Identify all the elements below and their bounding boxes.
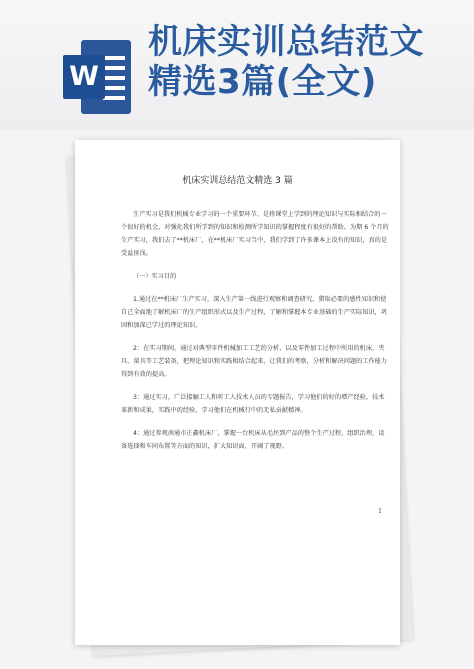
word-document-icon	[63, 40, 131, 114]
paragraph-4: 4：通过参观南通市正鑫机床厂，掌握一台机床从毛坯到产品的整个生产过程，组织治理，设备选择和车间布置等方面的知识，扩大知识面，开阔了视野。	[121, 430, 385, 450]
paragraph-2: 2：在实习期间，通过对典型零件机械加工工艺的分析，以及零件加工过程中所用的机床，夹具，量具等工艺装备，把理论知识和实践相结合起来，让我们的考察，分析和解决问题的工作能力得到有效的提高。	[121, 345, 388, 378]
page-headline	[148, 22, 468, 102]
headline-line-1: 机床实训总结范文	[148, 22, 424, 62]
doc-line	[103, 96, 125, 100]
banner	[0, 0, 474, 130]
doc-line	[103, 76, 125, 80]
paragraph-3: 3：通过实习，广泛接触工人和听工人技术人员的专题报告，学习他们的好的增产经验，技术革新和成果，实践中的经验，学习他们在机械行中的无私贡献精神。	[121, 394, 385, 414]
word-logo-letter: W	[63, 55, 105, 99]
document-page	[75, 140, 400, 645]
paragraph-intro: 生产实习是我们机械专业学习的一个重要环节，是将课堂上学到的理论知识与实际相结合的一个很好的机会，对强化我们所学到的知识和检测所学知识的掌握程度有很好的帮助。为期 6 个月的生产实习，我们去了**机床厂，在**机床厂实习当中，我们学到了许多课本上没有的知识，真的是受益匪浅。	[121, 211, 389, 257]
doc-line	[103, 86, 125, 90]
doc-line	[103, 56, 125, 60]
document-title: 机床实训总结范文精选 3 篇	[182, 176, 293, 186]
document-body	[121, 208, 389, 463]
headline-line-2: 精选3篇(全文)	[148, 62, 377, 102]
doc-line	[103, 66, 125, 70]
section-heading: （一）实习目的	[133, 273, 177, 280]
page-number: 1	[378, 508, 382, 515]
paragraph-1: 1.通过在**机床厂生产实习，深入生产第一线进行观察和调查研究，猎取必要的感性知识和使自己全面地了解机床厂的生产组织形式以及生产过程，了解和掌握本专业基础的生产实际知识，巩固和加深已学过的理论知识。	[121, 296, 388, 329]
